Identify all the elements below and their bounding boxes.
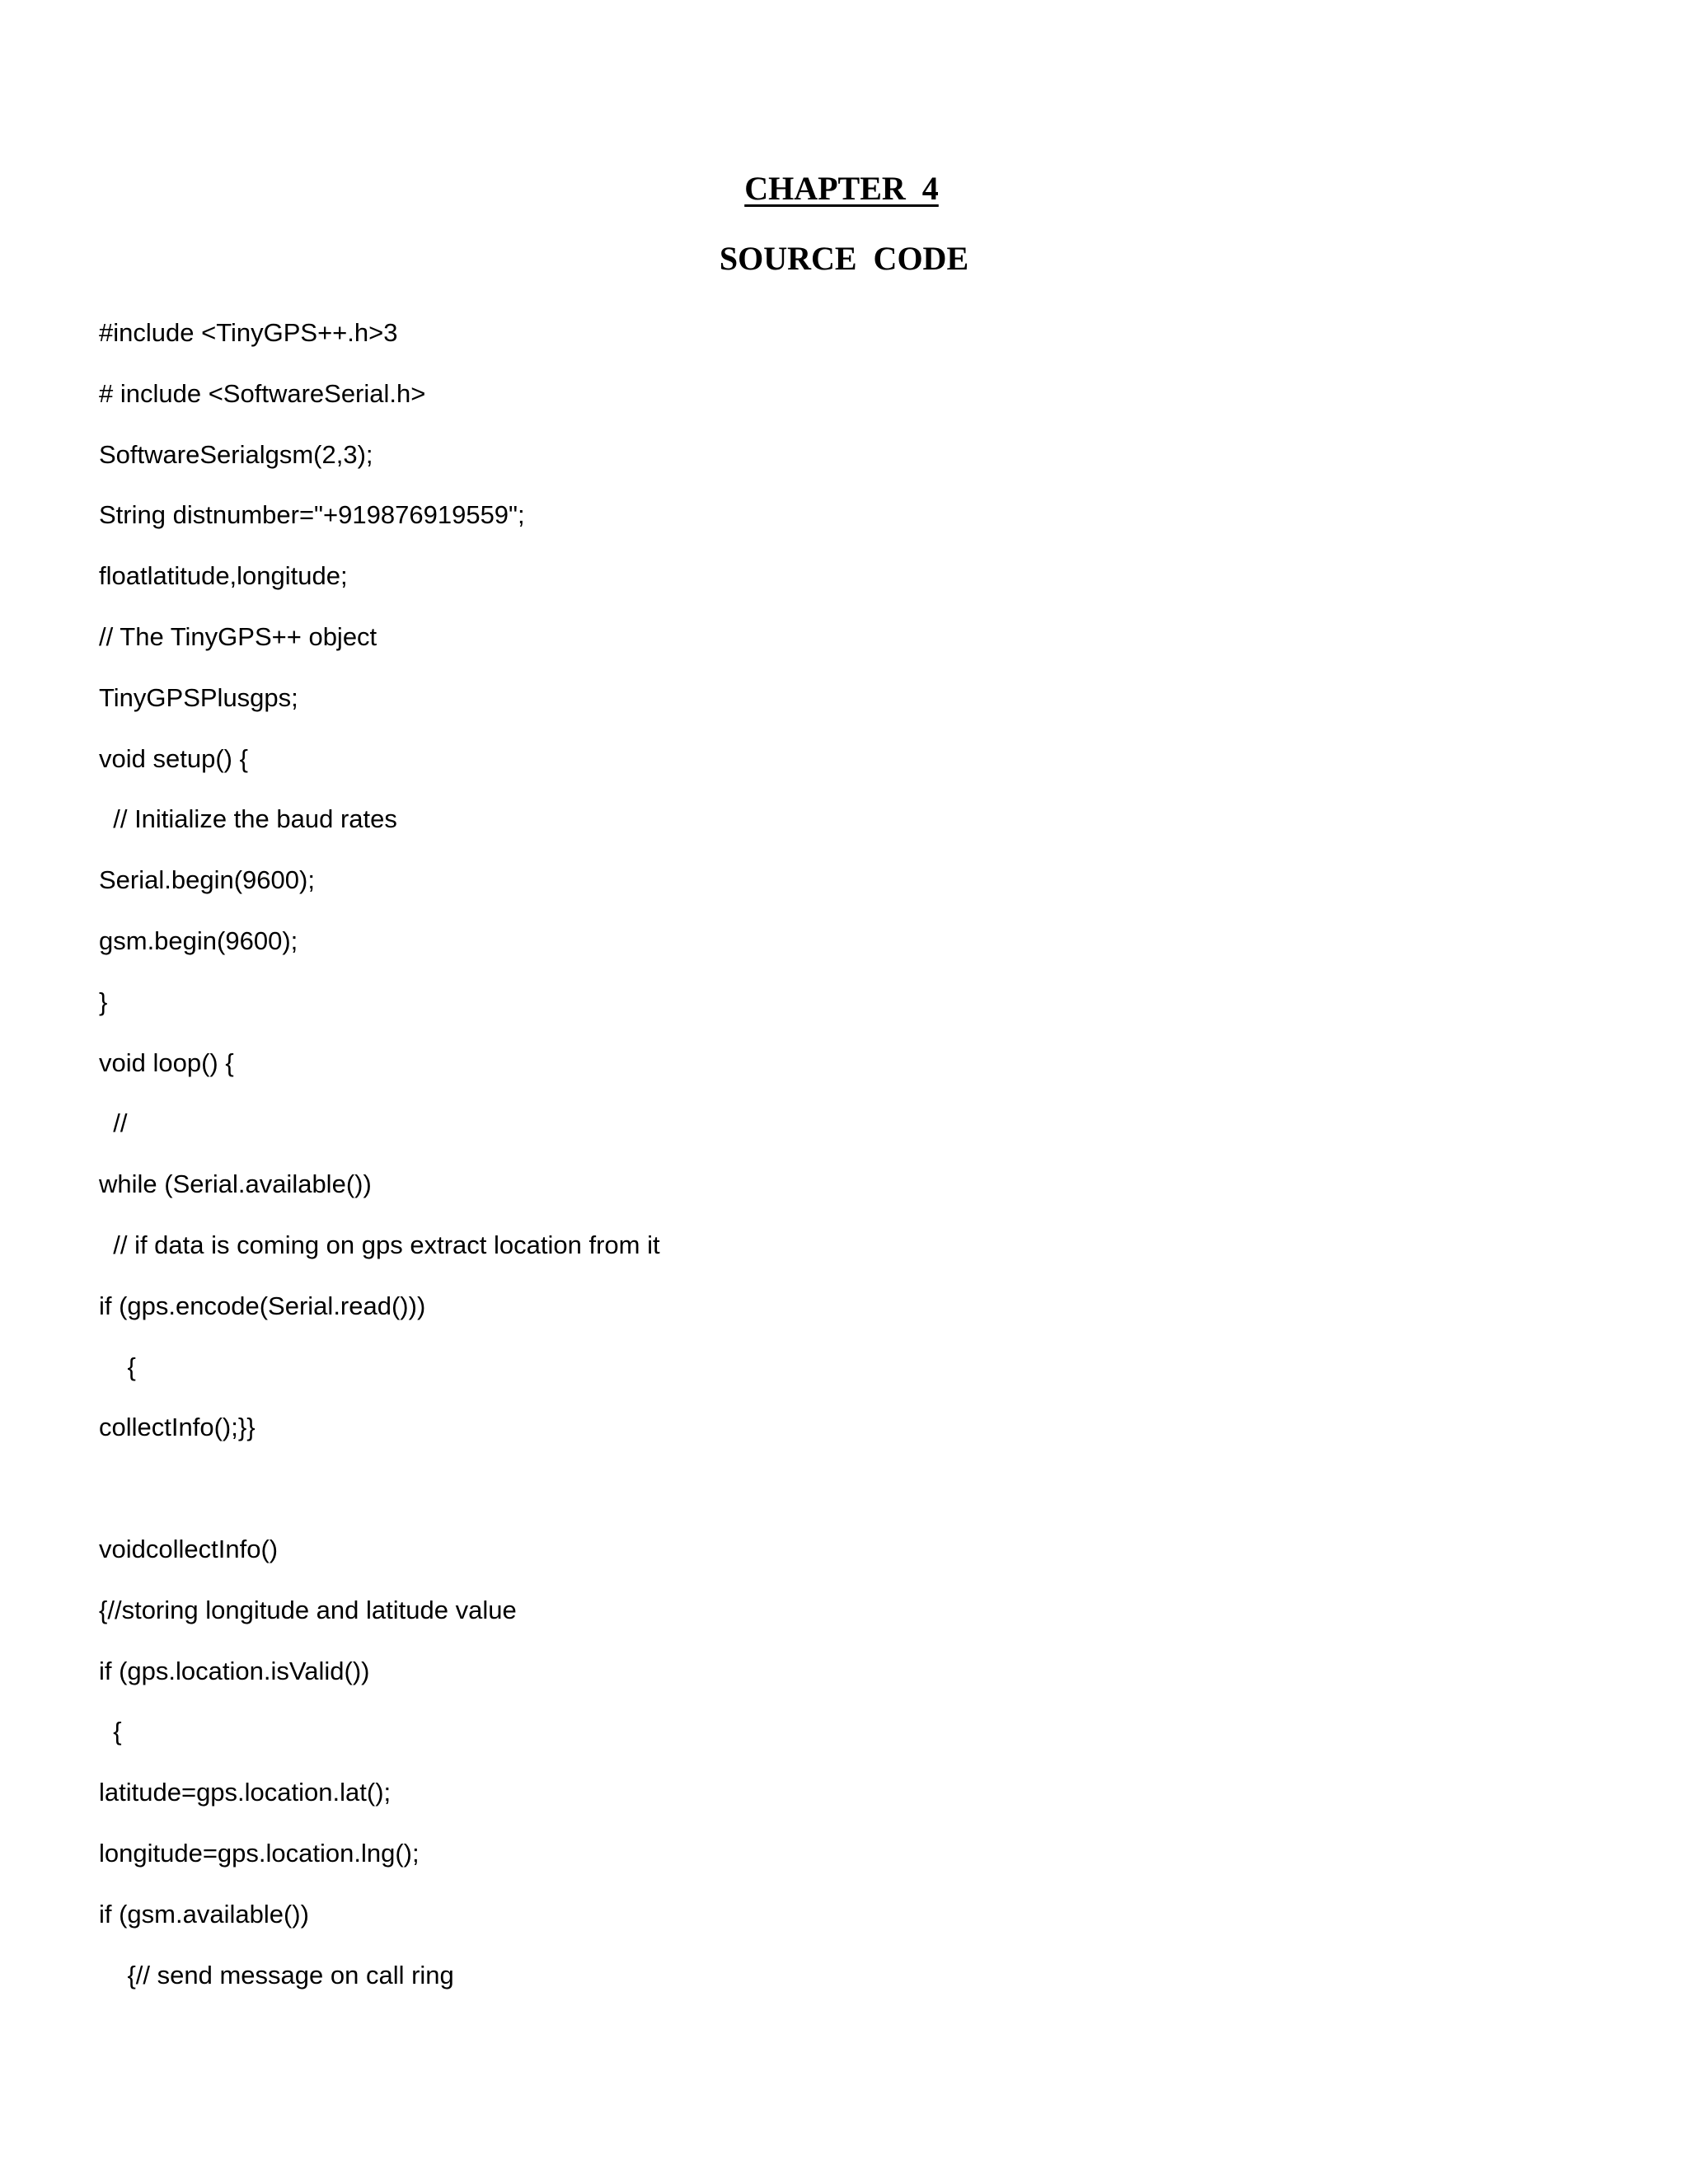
code-line: // The TinyGPS++ object: [99, 621, 377, 651]
code-line: }: [99, 987, 108, 1016]
code-line: latitude=gps.location.lat();: [99, 1778, 392, 1807]
code-line: {: [99, 1352, 136, 1381]
code-line: while (Serial.available()): [99, 1169, 372, 1199]
code-line: collectInfo();}}: [99, 1413, 256, 1442]
code-line: if (gsm.available()): [99, 1899, 309, 1929]
section-heading: [0, 237, 1688, 280]
source-code-listing: [99, 313, 1582, 2016]
code-line: // if data is coming on gps extract location from it: [99, 1230, 660, 1259]
code-line: if (gps.encode(Serial.read())): [99, 1291, 426, 1320]
code-line: {//storing longitude and latitude value: [99, 1595, 517, 1624]
code-line: String distnumber="+919876919559";: [99, 500, 525, 530]
code-line: if (gps.location.isValid()): [99, 1656, 370, 1685]
code-line: //: [99, 1108, 128, 1138]
code-line: {// send message on call ring: [99, 1960, 454, 1990]
code-line: void setup() {: [99, 743, 248, 773]
code-line: {: [99, 1717, 122, 1746]
chapter-heading-text: CHAPTER 4: [744, 170, 939, 207]
section-heading-text: SOURCE CODE: [719, 240, 969, 277]
code-line: // Initialize the baud rates: [99, 804, 397, 834]
chapter-heading: [0, 167, 1688, 210]
code-line: floatlatitude,longitude;: [99, 561, 348, 591]
code-line: gsm.begin(9600);: [99, 926, 298, 955]
code-line: TinyGPSPlusgps;: [99, 682, 298, 712]
code-line: voidcollectInfo(): [99, 1534, 279, 1563]
code-line: Serial.begin(9600);: [99, 865, 315, 895]
code-line: SoftwareSerialgsm(2,3);: [99, 439, 373, 469]
code-line: #include <TinyGPS++.h>3: [99, 318, 398, 347]
code-blank-line: [99, 1469, 1582, 1530]
code-line: # include <SoftwareSerial.h>: [99, 378, 426, 408]
code-line: longitude=gps.location.lng();: [99, 1838, 420, 1868]
code-line: void loop() {: [99, 1047, 234, 1077]
